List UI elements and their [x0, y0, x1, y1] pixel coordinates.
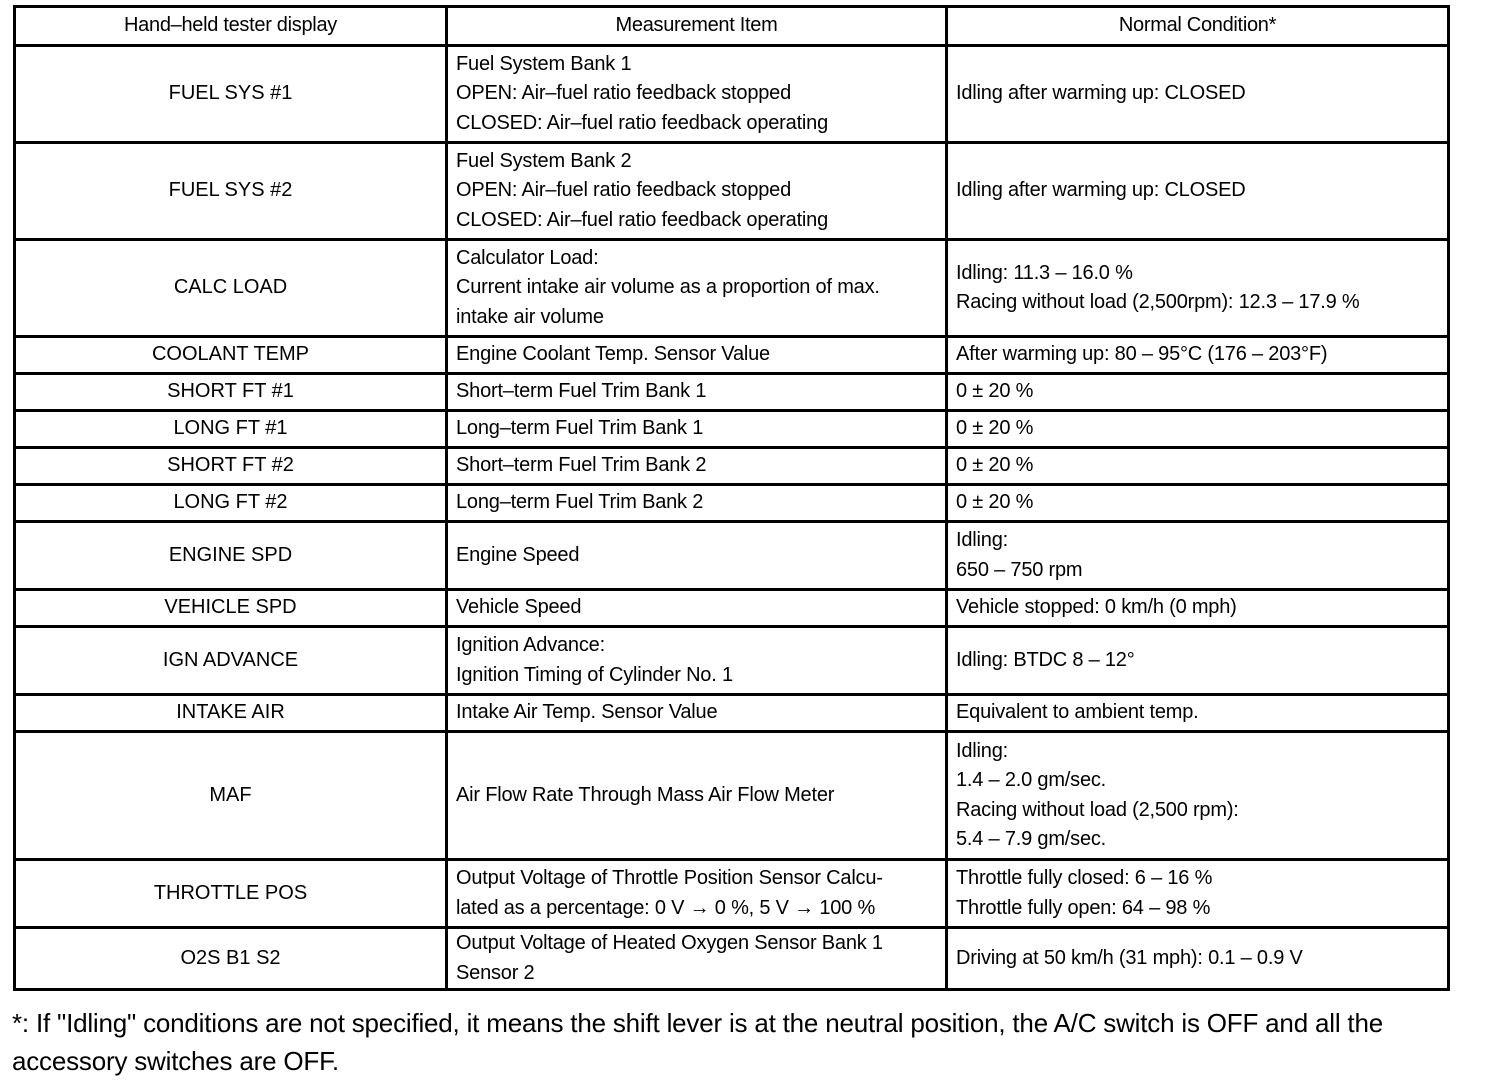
normal-condition-line: Idling: BTDC 8 – 12°	[956, 648, 1135, 671]
header-normal-condition: Normal Condition*	[947, 7, 1449, 46]
measurement-item-line: Sensor 2	[456, 961, 535, 984]
normal-condition-line: 0 ± 20 %	[956, 454, 1034, 477]
header-measurement-item: Measurement Item	[447, 7, 947, 46]
measurement-item-line: Short–term Fuel Trim Bank 2	[456, 454, 707, 477]
normal-condition-line: Idling:	[956, 529, 1008, 551]
table-row	[15, 860, 1449, 928]
table-row	[15, 522, 1449, 590]
normal-condition-cell	[947, 590, 1449, 627]
measurement-item-line: Long–term Fuel Trim Bank 2	[456, 491, 704, 514]
measurement-item-cell	[447, 522, 947, 590]
measurement-item-line: Long–term Fuel Trim Bank 1	[456, 417, 704, 440]
normal-condition-cell	[947, 928, 1449, 990]
measurement-item-cell	[447, 627, 947, 695]
measurement-item-line: Output Voltage of Heated Oxygen Sensor Bank 1	[456, 932, 883, 954]
table-row	[15, 240, 1449, 337]
tester-display-cell: COOLANT TEMP	[15, 337, 447, 374]
normal-condition-cell	[947, 860, 1449, 928]
measurement-item-line: lated as a percentage: 0 V → 0 %, 5 V → 100 %	[456, 896, 876, 919]
normal-condition-cell	[947, 240, 1449, 337]
table-row	[15, 46, 1449, 143]
normal-condition-cell	[947, 522, 1449, 590]
measurement-item-line: Short–term Fuel Trim Bank 1	[456, 380, 707, 403]
measurement-item-line: Output Voltage of Throttle Position Sensor Calcu-	[456, 867, 883, 889]
measurement-item-line: Fuel System Bank 1	[456, 52, 632, 75]
tester-display-cell: IGN ADVANCE	[15, 627, 447, 695]
measurement-item-line: Intake Air Temp. Sensor Value	[456, 701, 718, 724]
normal-condition-line: Racing without load (2,500 rpm):	[956, 798, 1239, 821]
measurement-item-line: Vehicle Speed	[456, 596, 582, 619]
tester-display-cell: INTAKE AIR	[15, 695, 447, 732]
normal-condition-line: Throttle fully closed: 6 – 16 %	[956, 867, 1213, 889]
normal-condition-line: 5.4 – 7.9 gm/sec.	[956, 828, 1107, 850]
table-row	[15, 411, 1449, 448]
measurement-item-cell	[447, 448, 947, 485]
normal-condition-line: Idling:	[956, 739, 1008, 762]
measurement-item-cell	[447, 411, 947, 448]
normal-condition-cell	[947, 448, 1449, 485]
measurement-item-cell	[447, 485, 947, 522]
measurement-item-cell	[447, 143, 947, 240]
table-row	[15, 143, 1449, 240]
tester-display-cell: O2S B1 S2	[15, 928, 447, 990]
normal-condition-cell	[947, 411, 1449, 448]
spec-table	[13, 5, 1450, 991]
normal-condition-cell	[947, 732, 1449, 860]
measurement-item-line: Current intake air volume as a proportion of max.	[456, 276, 880, 299]
measurement-item-line: OPEN: Air–fuel ratio feedback stopped	[456, 179, 792, 202]
table-row	[15, 337, 1449, 374]
table-row	[15, 627, 1449, 695]
normal-condition-line: Throttle fully open: 64 – 98 %	[956, 896, 1211, 919]
normal-condition-line: Idling after warming up: CLOSED	[956, 179, 1246, 202]
measurement-item-line: Engine Coolant Temp. Sensor Value	[456, 343, 770, 366]
measurement-item-cell	[447, 928, 947, 990]
tester-display-cell: CALC LOAD	[15, 240, 447, 337]
normal-condition-line: Racing without load (2,500rpm): 12.3 – 17.9 %	[956, 291, 1360, 313]
table-body	[15, 46, 1449, 990]
measurement-item-cell	[447, 46, 947, 143]
normal-condition-cell	[947, 485, 1449, 522]
footnote: *: If "Idling" conditions are not specified, it means the shift lever is at the neutral position, the A/C switch is OFF and all the accessory switches are OFF.	[12, 1008, 1383, 1076]
measurement-item-cell	[447, 240, 947, 337]
measurement-item-line: Calculator Load:	[456, 246, 599, 269]
normal-condition-line: 0 ± 20 %	[956, 491, 1034, 514]
measurement-item-line: intake air volume	[456, 305, 604, 328]
measurement-item-cell	[447, 732, 947, 860]
normal-condition-cell	[947, 46, 1449, 143]
measurement-item-cell	[447, 590, 947, 627]
table-row	[15, 732, 1449, 860]
normal-condition-line: After warming up: 80 – 95°C (176 – 203°F)	[956, 343, 1328, 366]
normal-condition-cell	[947, 143, 1449, 240]
header-row	[15, 7, 1449, 46]
tester-display-cell: ENGINE SPD	[15, 522, 447, 590]
tester-display-cell: SHORT FT #2	[15, 448, 447, 485]
table-row	[15, 448, 1449, 485]
tester-display-cell: SHORT FT #1	[15, 374, 447, 411]
measurement-item-line: OPEN: Air–fuel ratio feedback stopped	[456, 82, 792, 105]
tester-display-cell: LONG FT #1	[15, 411, 447, 448]
tester-display-cell: LONG FT #2	[15, 485, 447, 522]
table-row	[15, 695, 1449, 732]
tester-display-cell: FUEL SYS #1	[15, 46, 447, 143]
measurement-item-line: Fuel System Bank 2	[456, 149, 632, 172]
tester-display-cell: THROTTLE POS	[15, 860, 447, 928]
normal-condition-line: Vehicle stopped: 0 km/h (0 mph)	[956, 596, 1237, 619]
tester-display-cell: VEHICLE SPD	[15, 590, 447, 627]
normal-condition-line: 0 ± 20 %	[956, 380, 1034, 403]
table-row	[15, 374, 1449, 411]
normal-condition-line: 1.4 – 2.0 gm/sec.	[956, 769, 1107, 791]
normal-condition-line: Driving at 50 km/h (31 mph): 0.1 – 0.9 V	[956, 946, 1303, 969]
measurement-item-line: CLOSED: Air–fuel ratio feedback operating	[456, 111, 829, 134]
measurement-item-cell	[447, 374, 947, 411]
table-row	[15, 928, 1449, 990]
tester-display-cell: MAF	[15, 732, 447, 860]
measurement-item-cell	[447, 695, 947, 732]
measurement-item-line: CLOSED: Air–fuel ratio feedback operating	[456, 208, 829, 231]
table-row	[15, 590, 1449, 627]
measurement-item-cell	[447, 860, 947, 928]
measurement-item-line: Air Flow Rate Through Mass Air Flow Meter	[456, 783, 835, 806]
measurement-item-line: Ignition Timing of Cylinder No. 1	[456, 663, 733, 686]
normal-condition-line: 650 – 750 rpm	[956, 558, 1083, 581]
normal-condition-line: 0 ± 20 %	[956, 417, 1034, 440]
measurement-item-line: Engine Speed	[456, 543, 580, 566]
normal-condition-cell	[947, 374, 1449, 411]
normal-condition-cell	[947, 695, 1449, 732]
normal-condition-line: Equivalent to ambient temp.	[956, 701, 1199, 724]
table-row	[15, 485, 1449, 522]
measurement-item-line: Ignition Advance:	[456, 634, 605, 656]
normal-condition-line: Idling: 11.3 – 16.0 %	[956, 261, 1133, 284]
normal-condition-cell	[947, 627, 1449, 695]
tester-display-cell: FUEL SYS #2	[15, 143, 447, 240]
normal-condition-cell	[947, 337, 1449, 374]
measurement-item-cell	[447, 337, 947, 374]
normal-condition-line: Idling after warming up: CLOSED	[956, 82, 1246, 105]
header-display: Hand–held tester display	[15, 7, 447, 46]
